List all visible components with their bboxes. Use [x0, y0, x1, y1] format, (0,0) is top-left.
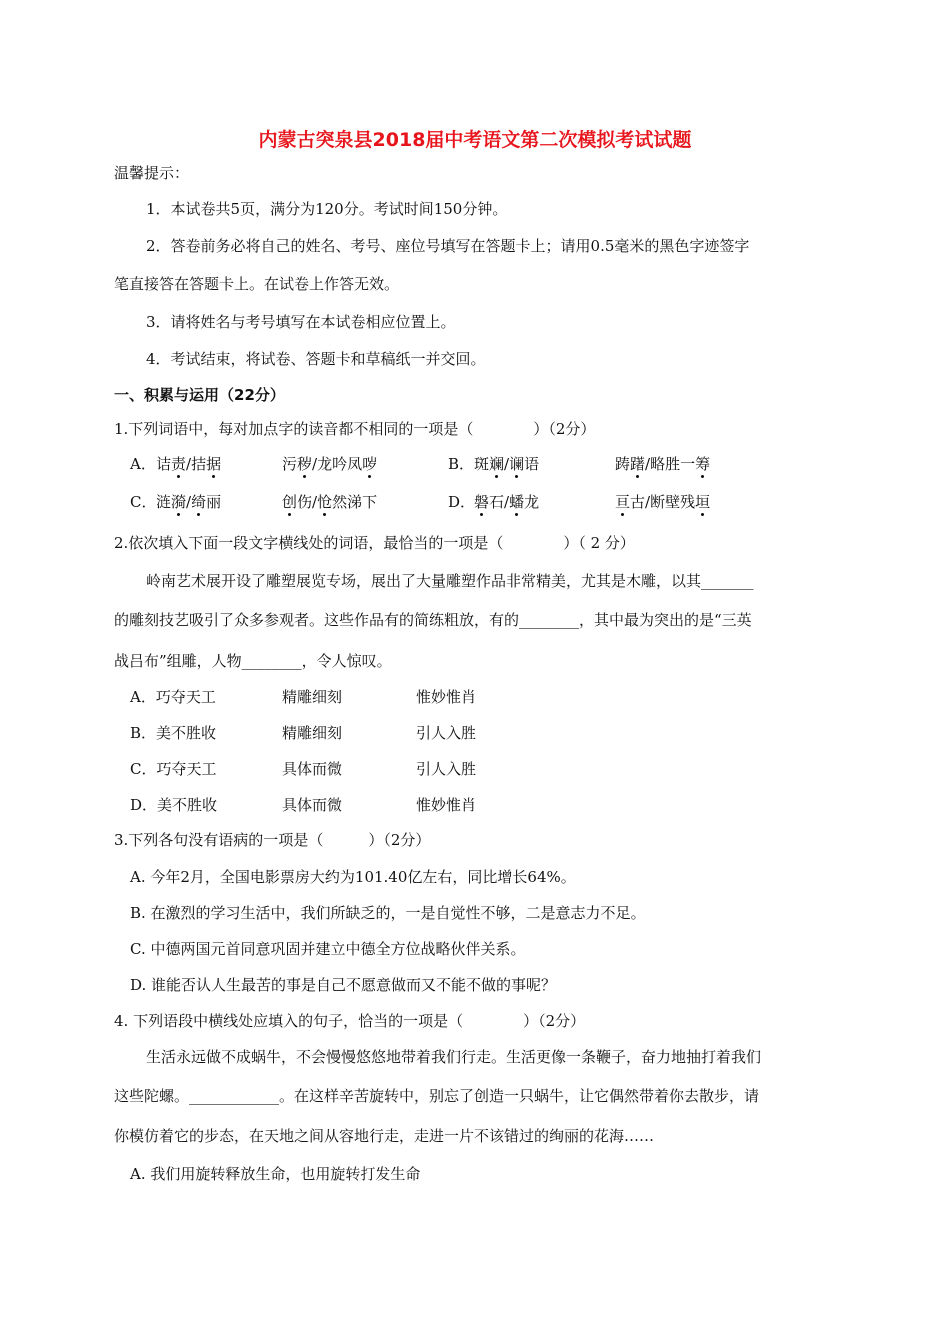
dotted-char: 绮	[191, 493, 207, 511]
option-c: C．巧夺天工	[130, 760, 217, 778]
tip-item: 3．请将姓名与考号填写在本试卷相应位置上。	[146, 313, 456, 331]
question-2-stem: 2.依次填入下面一段文字横线处的词语，最恰当的一项是（ ）（ 2 分）	[114, 534, 635, 552]
char: /	[186, 455, 192, 473]
option-label: A．	[130, 455, 156, 473]
dotted-char: 据	[206, 455, 222, 473]
char: 斑	[474, 455, 490, 473]
dotted-char: 垣	[695, 493, 711, 511]
option-word: 精雕细刻	[282, 688, 343, 706]
tip-item: 笔直接答在答题卡上。在试卷上作答无效。	[114, 275, 400, 293]
option-b: B. 在激烈的学习生活中，我们所缺乏的，一是自觉性不够，二是意志力不足。	[130, 904, 646, 922]
char: 断	[650, 493, 666, 511]
option-a: A. 我们用旋转释放生命，也用旋转打发生命	[130, 1165, 421, 1183]
tip-item: 2．答卷前务必将自己的姓名、考号、座位号填写在答题卡上；请用0.5毫米的黑色字迹签字	[146, 237, 750, 255]
dotted-char: 秽	[297, 455, 313, 473]
option-word: 引人入胜	[416, 724, 477, 742]
word-pair	[474, 492, 539, 512]
exam-title: 内蒙古突泉县2018届中考语文第二次模拟考试试题	[258, 129, 692, 151]
option-word: 惟妙惟肖	[416, 796, 477, 814]
char: 壁	[665, 493, 681, 511]
dotted-char: 筹	[695, 455, 711, 473]
char: /	[504, 455, 510, 473]
passage-line: 岭南艺术展开设了雕塑展览专场，展出了大量雕塑作品非常精美，尤其是木雕，以其_______	[146, 572, 754, 590]
char: 略	[650, 455, 666, 473]
char: 语	[524, 455, 540, 473]
word-pair	[615, 454, 710, 474]
char: 石	[489, 493, 505, 511]
option-a: A. 今年2月，全国电影票房大约为101.40亿左右，同比增长64%。	[130, 868, 576, 886]
char: 涕	[347, 493, 363, 511]
tips-heading: 温馨提示：	[114, 164, 190, 182]
question-1-stem: 1.下列词语中，每对加点字的读音都不相同的一项是（ ）（2分）	[114, 420, 596, 438]
char: 拮	[191, 455, 207, 473]
char: /	[645, 493, 651, 511]
dotted-char: 亘	[615, 493, 631, 511]
tip-item: 4．考试结束，将试卷、答题卡和草稿纸一并交回。	[146, 350, 486, 368]
passage-line: 的雕刻技艺吸引了众多参观者。这些作品有的简练粗放，有的________，其中最为突出的是“三英	[114, 611, 752, 629]
option-word: 惟妙惟肖	[416, 688, 477, 706]
char: 胜	[665, 455, 681, 473]
dotted-char: 躇	[630, 455, 646, 473]
dotted-char: 谰	[509, 455, 525, 473]
option-word: 具体而微	[282, 796, 343, 814]
char: 踌	[615, 455, 631, 473]
dotted-char: 创	[282, 493, 298, 511]
dotted-char: 责	[171, 455, 187, 473]
option-c: C. 中德两国元首同意巩固并建立中德全方位战略伙伴关系。	[130, 940, 526, 958]
word-pair	[282, 492, 377, 512]
char: /	[312, 455, 318, 473]
passage-line: 战吕布”组雕，人物________，令人惊叹。	[114, 652, 392, 670]
char: /	[645, 455, 651, 473]
option-d: D. 谁能否认人生最苦的事是自己不愿意做而又不能不做的事呢？	[130, 976, 557, 994]
option-word: 具体而微	[282, 760, 343, 778]
dotted-char: 斓	[489, 455, 505, 473]
char: 一	[680, 455, 696, 473]
option-a: A．巧夺天工	[130, 688, 216, 706]
char: 龙	[317, 455, 333, 473]
word-pair	[156, 492, 221, 512]
word-pair	[615, 492, 710, 512]
word-pair	[474, 454, 539, 474]
tip-item: 1．本试卷共5页，满分为120分。考试时间150分钟。	[146, 200, 508, 218]
option-d: D．美不胜收	[130, 796, 218, 814]
char: 吟	[332, 455, 348, 473]
char: /	[186, 493, 192, 511]
char: 丽	[206, 493, 222, 511]
char: 残	[680, 493, 696, 511]
char: 伤	[297, 493, 313, 511]
char: 下	[362, 493, 378, 511]
question-3-stem: 3.下列各句没有语病的一项是（ ）（2分）	[114, 831, 431, 849]
option-word: 引人入胜	[416, 760, 477, 778]
dotted-char: 磐	[474, 493, 490, 511]
option-word: 精雕细刻	[282, 724, 343, 742]
passage-line: 生活永远做不成蜗牛，不会慢慢悠悠地带着我们行走。生活更像一条鞭子，奋力地抽打着我们	[146, 1048, 762, 1066]
word-pair	[282, 454, 377, 474]
question-4-stem: 4. 下列语段中横线处应填入的句子，恰当的一项是（ ）（2分）	[114, 1012, 586, 1030]
char: 凤	[347, 455, 363, 473]
char: /	[312, 493, 318, 511]
char: 然	[332, 493, 348, 511]
option-label: B．	[448, 455, 475, 473]
char: 涟	[156, 493, 172, 511]
passage-line: 这些陀螺。____________。在这样辛苦旋转中，别忘了创造一只蜗牛，让它偶然带着你去散步，请	[114, 1087, 760, 1105]
dotted-char: 蟠	[509, 493, 525, 511]
option-label: D．	[448, 493, 476, 511]
option-label: C．	[130, 493, 157, 511]
section-heading: 一、积累与运用（22分）	[114, 386, 285, 404]
word-pair	[156, 454, 221, 474]
char: /	[504, 493, 510, 511]
char: 龙	[524, 493, 540, 511]
option-b: B．美不胜收	[130, 724, 217, 742]
char: 污	[282, 455, 298, 473]
dotted-char: 哕	[362, 455, 378, 473]
dotted-char: 怆	[317, 493, 333, 511]
dotted-char: 漪	[171, 493, 187, 511]
char: 诘	[156, 455, 172, 473]
passage-line: 你模仿着它的步态，在天地之间从容地行走，走进一片不该错过的绚丽的花海……	[114, 1127, 655, 1145]
char: 古	[630, 493, 646, 511]
